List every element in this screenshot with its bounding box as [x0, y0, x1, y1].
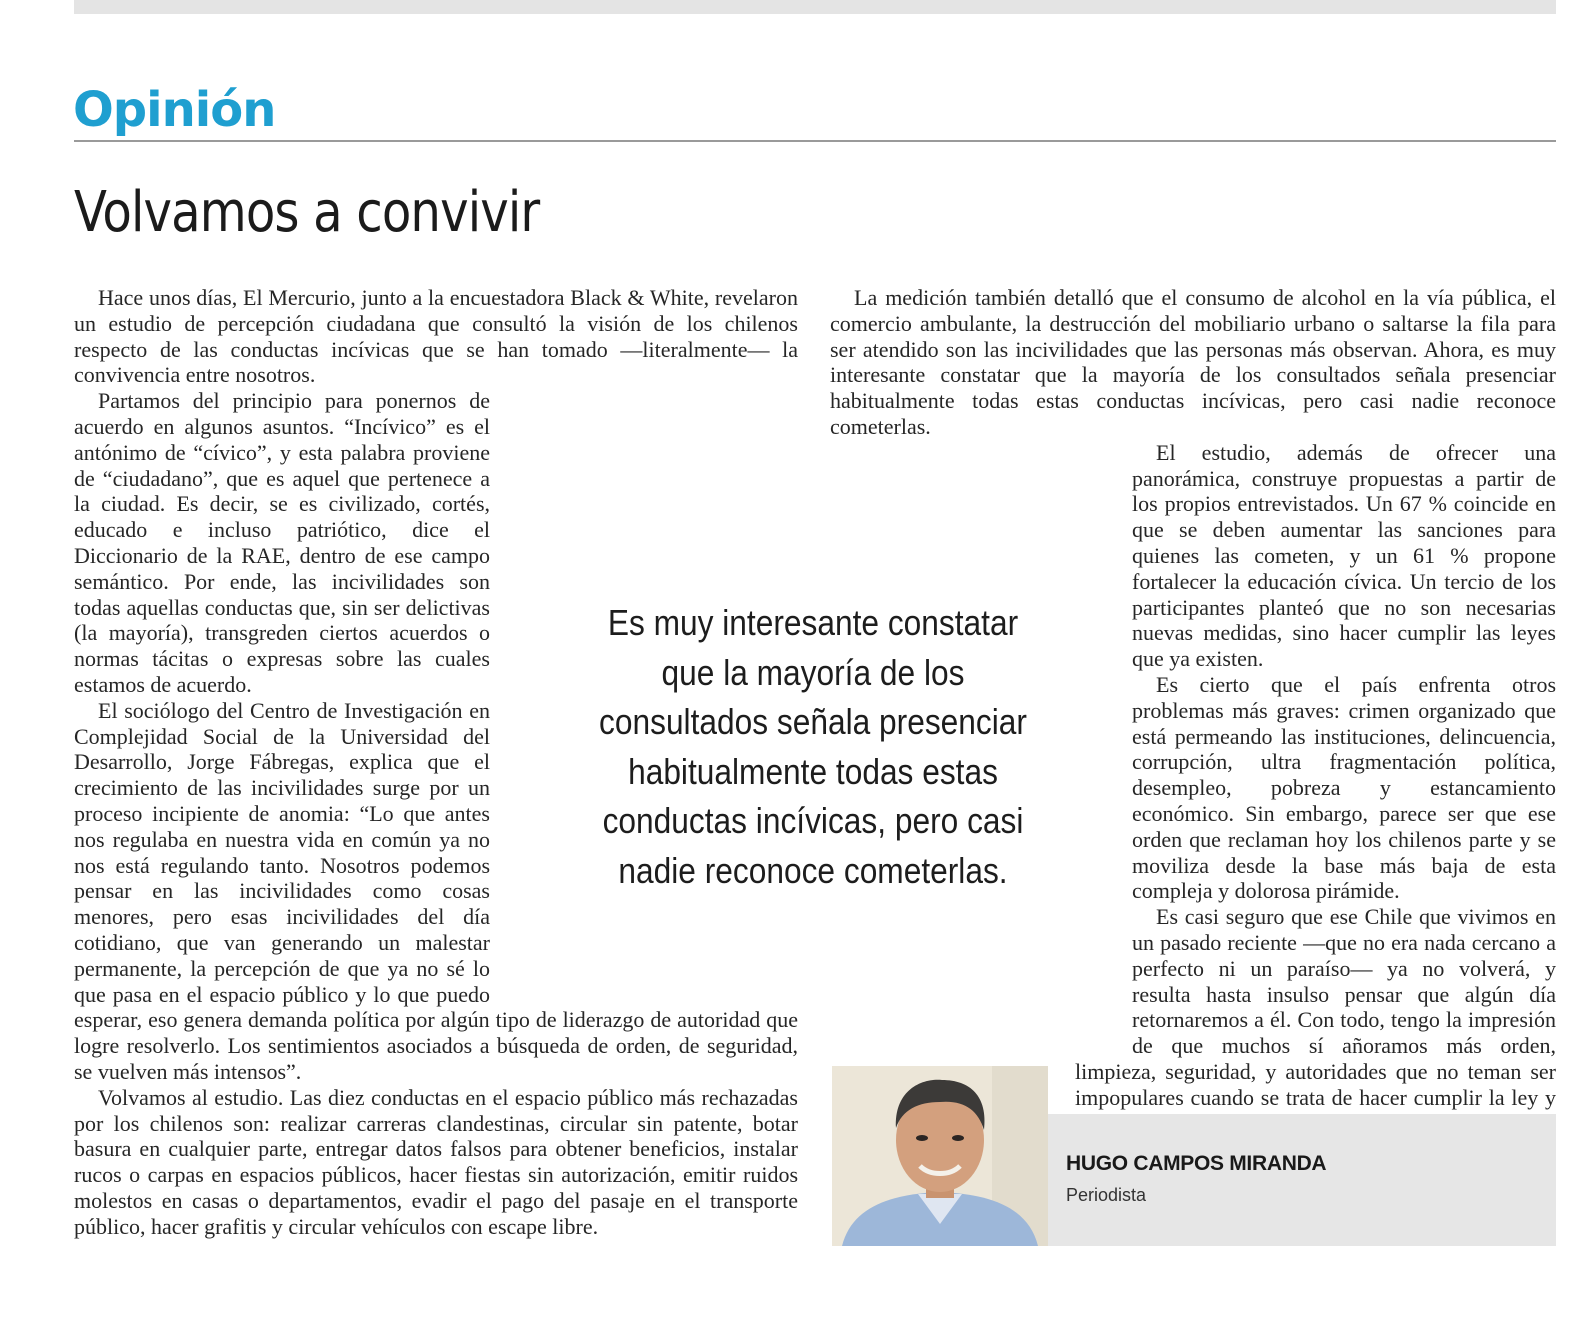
top-band: [74, 0, 1556, 14]
author-name: HUGO CAMPOS MIRANDA: [1066, 1152, 1327, 1175]
paragraph: El sociólogo del Centro de Investigación en Complejidad Social de la Universidad del Desarrollo, Jorge Fábregas, explica que el crecimiento de las incivilidades surge por un proceso incipiente de anomia: “Lo que antes nos regulaba en nuestra vida en común ya no nos está regulando tanto. Nosotros podemos pensar en las incivilidades como cosas menores, pero esas incivilidades del día cotidiano, que van generando un malestar permanente, la percepción de que ya no sé lo que pasa en el espacio público y lo que puedo esperar, eso genera demanda política por algún tipo de liderazgo de autoridad que logre resolverlo. Los sentimientos asociados a búsqueda de orden, de seguridad, se vuelven más intensos”.: [74, 697, 798, 1084]
paragraph: Partamos del principio para ponernos de acuerdo en algunos asuntos. “Incívico” es el antónimo de “cívico”, y esta palabra proviene de “ciudadano”, que es aquel que pertenece a la ciudad. Es decir, se es civilizado, cortés, educado e incluso patriótico, dice el Diccionario de la RAE, dentro de ese campo semántico. Por ende, las incivilidades son todas aquellas conductas que, sin ser delictivas (la mayoría), transgreden ciertos acuerdos o normas tácitas o expresas sobre las cuales estamos de acuerdo.: [74, 388, 490, 697]
paragraph: Hace unos días, El Mercurio, junto a la encuestadora Black & White, revelaron un estudio de percepción ciudadana que consultó la visión de los chilenos respecto de las conductas incívicas que se han tomado —literalmente— la convivencia entre nosotros.: [74, 285, 798, 388]
paragraph: El estudio, además de ofrecer una panorámica, construye propuestas a partir de los propios entrevistados. Un 67 % coincide en que se deben aumentar las sanciones para quienes las cometen, y un 61 % propone fortalecer la educación cívica. Un tercio de los participantes planteó que no son necesarias nuevas medidas, sino hacer cumplir las leyes que ya existen.: [1132, 439, 1556, 672]
section-divider: [74, 140, 1556, 142]
section-label: Opinión: [73, 82, 276, 138]
paragraph: Es cierto que el país enfrenta otros problemas más graves: crimen organizado que está permeando las instituciones, delincuencia, corrupción, ultra fragmentación política, desempleo, pobreza y estancamiento económico. Sin embargo, parece ser que ese orden que reclaman hoy los chilenos parte y se moviliza desde la base más baja de esta compleja y dolorosa pirámide.: [1132, 671, 1556, 904]
paragraph: Es casi seguro que ese Chile que vivimos en un pasado reciente —que no era nada cercano a perfecto ni un paraíso— ya no volverá, y resulta hasta insulso pensar que algún día retornaremos a él. Con todo, tengo la impresión de que muchos sí añoramos más orden, limpieza, seguridad, y autoridades que no teman ser impopulares cuando se trata de hacer cumplir la ley y: [1075, 904, 1556, 1110]
portrait-illustration: [832, 1066, 1048, 1246]
headline: Volvamos a convivir: [74, 180, 540, 245]
paragraph: La medición también detalló que el consumo de alcohol en la vía pública, el comercio ambulante, la destrucción del mobiliario urbano o saltarse la fila para ser atendido son las incivilidades que las personas más observan. Ahora, es muy interesante constatar que la mayoría de los consultados señala presenciar habitualmente todas estas conductas incívicas, pero casi nadie reconoce cometerlas.: [830, 285, 1556, 439]
author-photo: [832, 1066, 1048, 1246]
pull-quote: Es muy interesante constatar que la mayoría de los consultados señala presenciar habitualmente todas estas conductas incívicas, pero casi nadie reconoce cometerlas.: [599, 602, 1027, 891]
paragraph: Volvamos al estudio. Las diez conductas en el espacio público más rechazadas por los chilenos son: realizar carreras clandestinas, circular sin patente, botar basura en cualquier parte, entregar datos falsos para obtener beneficios, instalar rucos o carpas en espacios públicos, hacer fiestas sin autorización, emitir ruidos molestos en casas o departamentos, evadir el pago del pasaje en el transporte público, hacer grafitis y circular vehículos con escape libre.: [74, 1084, 798, 1239]
author-role: Periodista: [1066, 1185, 1147, 1205]
